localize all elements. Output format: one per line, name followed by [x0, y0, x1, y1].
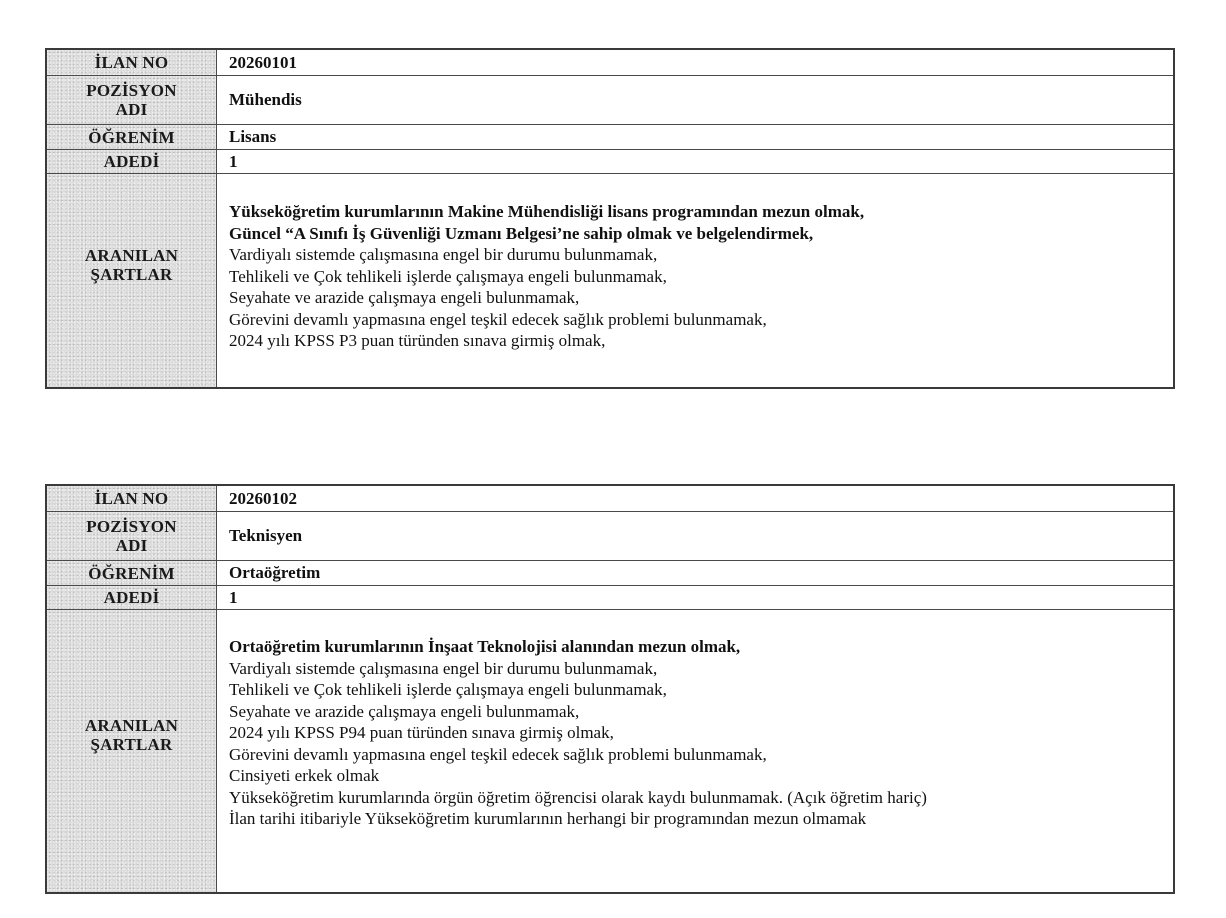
job-posting-table: [45, 484, 1175, 894]
sartlar-value: [217, 174, 1173, 387]
pozisyon-row: [47, 76, 1173, 125]
ogrenim-value: Lisans: [229, 127, 277, 146]
pozisyon-label-text: POZİSYON ADI: [86, 81, 177, 119]
requirement-item: Görevini devamlı yapmasına engel teşkil edecek sağlık problemi bulunmamak,: [229, 744, 767, 764]
ilan-no-value: 20260101: [229, 52, 297, 72]
sartlar-label-text: ARANILAN ŞARTLAR: [84, 246, 179, 284]
sartlar-value: [217, 610, 1173, 892]
adedi-row: [47, 150, 1173, 174]
ilan-no-value: 20260102: [229, 488, 297, 508]
sartlar-label: [47, 174, 217, 387]
requirement-item: Görevini devamlı yapmasına engel teşkil edecek sağlık problemi bulunmamak,: [229, 309, 767, 329]
ilan-no-row: [47, 486, 1173, 512]
adedi-value: 1: [229, 587, 238, 607]
adedi-row: [47, 586, 1173, 610]
ogrenim-row: [47, 125, 1173, 150]
ilan-no-label: İLAN NO: [47, 50, 217, 75]
requirement-item: Yükseköğretim kurumlarında örgün öğretim öğrencisi olarak kaydı bulunmamak. (Açık öğretim hariç): [229, 787, 927, 807]
ogrenim-label: ÖĞRENİM: [47, 125, 217, 149]
requirement-item: Güncel “A Sınıfı İş Güvenliği Uzmanı Belgesi’ne sahip olmak ve belgelendirmek,: [229, 223, 814, 243]
requirement-item: 2024 yılı KPSS P3 puan türünden sınava girmiş olmak,: [229, 331, 606, 350]
requirement-item: Tehlikeli ve Çok tehlikeli işlerde çalışmaya engeli bulunmamak,: [229, 680, 667, 699]
pozisyon-label: [47, 76, 217, 124]
job-posting-table: [45, 48, 1175, 389]
adedi-label: ADEDİ: [47, 150, 217, 173]
requirement-item: Tehlikeli ve Çok tehlikeli işlerde çalışmaya engeli bulunmamak,: [229, 266, 667, 286]
sartlar-row: [47, 174, 1173, 387]
adedi-label: ADEDİ: [47, 586, 217, 609]
ilan-no-row: [47, 50, 1173, 76]
requirement-item: Seyahate ve arazide çalışmaya engeli bulunmamak,: [229, 701, 580, 721]
requirements-list: [229, 636, 927, 830]
pozisyon-label: [47, 512, 217, 560]
adedi-value: 1: [229, 151, 238, 171]
requirement-item: İlan tarihi itibariyle Yükseköğretim kurumlarının herhangi bir programından mezun olmamak: [229, 809, 867, 828]
pozisyon-value: Mühendis: [229, 90, 302, 109]
requirement-item: Ortaöğretim kurumlarının İnşaat Teknolojisi alanından mezun olmak,: [229, 637, 741, 656]
pozisyon-value: Teknisyen: [229, 526, 303, 545]
pozisyon-row: [47, 512, 1173, 561]
requirements-list: [229, 201, 864, 352]
requirement-item: Vardiyalı sistemde çalışmasına engel bir durumu bulunmamak,: [229, 658, 658, 678]
ogrenim-label: ÖĞRENİM: [47, 561, 217, 585]
requirement-item: Cinsiyeti erkek olmak: [229, 766, 380, 785]
sartlar-label-text: ARANILAN ŞARTLAR: [84, 716, 179, 754]
requirement-item: Seyahate ve arazide çalışmaya engeli bulunmamak,: [229, 288, 580, 307]
sartlar-label: [47, 610, 217, 892]
requirement-item: Yükseköğretim kurumlarının Makine Mühendisliği lisans programından mezun olmak,: [229, 202, 865, 221]
pozisyon-label-text: POZİSYON ADI: [86, 517, 177, 555]
sartlar-row: [47, 610, 1173, 892]
ogrenim-row: [47, 561, 1173, 586]
requirement-item: Vardiyalı sistemde çalışmasına engel bir durumu bulunmamak,: [229, 245, 658, 264]
ogrenim-value: Ortaöğretim: [229, 563, 321, 582]
requirement-item: 2024 yılı KPSS P94 puan türünden sınava girmiş olmak,: [229, 723, 614, 742]
ilan-no-label: İLAN NO: [47, 486, 217, 511]
